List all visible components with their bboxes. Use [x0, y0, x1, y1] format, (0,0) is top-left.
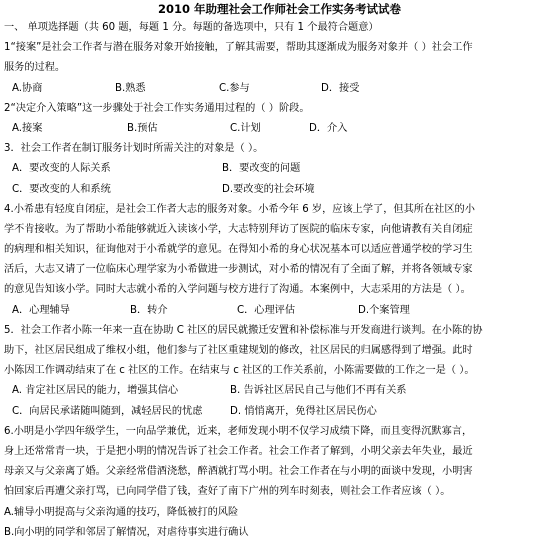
question-4-line: 4.小希患有轻度自闭症，是社会工作者大志的服务对象。小希今年 6 岁，应该上学了，但其所在社区的小 [4, 203, 475, 215]
option-c: C．向居民承诺随叫随到，减轻居民的忧虑 [12, 405, 203, 417]
question-2-line: 2“决定介入策略”这一步骤处于社会工作实务通用过程的（ ）阶段。 [4, 102, 310, 114]
question-4-line: 的意见告知该小学。同时大志就小希的入学问题与校方进行了沟通。本案例中，大志采用的方法是（ ）。 [4, 284, 471, 296]
option-b: B.熟悉 [115, 82, 146, 94]
option-d: D.要改变的社会环境 [222, 183, 315, 195]
question-4-line: 的病理和相关知识，征询他对于小希就学的意见。在得知小希的身心状况基本可以适应普通学校的学习生 [4, 244, 473, 256]
option-a: A．要改变的人际关系 [12, 163, 111, 175]
question-5-options-row-1 [4, 381, 555, 401]
question-3-line: 3．社会工作者在制订服务计划时所需关注的对象是（ ）。 [4, 143, 264, 155]
question-4-options [4, 301, 555, 321]
question-6-line: 怕回家后再遭父亲打骂，已向同学借了钱，查好了南下广州的列车时刻表，则社会工作者应该（ ）。 [4, 486, 451, 498]
question-6-line: 母亲又与父亲离了婚。父亲经常借酒浇愁，醉酒就打骂小明。社会工作者在与小明的面谈中发现，小明害 [4, 466, 473, 478]
option-a: A.协商 [12, 82, 43, 94]
option-c: C．心理评估 [237, 304, 296, 316]
option-b: B. 告诉社区居民自己与他们不再有关系 [230, 385, 407, 397]
option-c: C.参与 [219, 82, 250, 94]
section-heading: 一、 单项选择题（共 60 题，每题 1 分。每题的备选项中，只有 1 个最符合题意） [4, 22, 379, 33]
question-1-options [4, 79, 555, 99]
question-5-options-row-2 [4, 402, 555, 422]
question-1-line: 服务的过程。 [4, 62, 66, 74]
option-c: C.计划 [230, 122, 261, 134]
page-title: 2010 年助理社会工作师社会工作实务考试试卷 [157, 2, 401, 16]
question-3-options-row-1 [4, 159, 555, 179]
question-3-options-row-2 [4, 180, 555, 200]
option-b: B．转介 [130, 304, 168, 316]
question-5-line: 助下，社区居民组成了维权小组，他们参与了社区重建规划的修改，社区居民的归属感得到了增强。此时 [4, 345, 473, 356]
option-a: A．心理辅导 [12, 304, 70, 316]
option-a: A.辅导小明提高与父亲沟通的技巧，降低被打的风险 [4, 506, 239, 518]
question-5-line: 5．社会工作者小陈一年来一直在协助 C 社区的居民就搬迁安置和补偿标准与开发商进行谈判。在小陈的协 [4, 324, 483, 336]
option-a: A. 肯定社区居民的能力，增强其信心 [12, 385, 179, 397]
question-5-line: 小陈因工作调动结束了在 c 社区的工作。在结束与 c 社区的工作关系前，小陈需要做的工作之一是（ ）。 [4, 365, 475, 377]
option-d: D. 悄悄离开，免得社区居民伤心 [230, 405, 377, 417]
question-4-line: 活后，大志又请了一位临床心理学家为小希做进一步测试，对小希的情况有了全面了解，并将各领域专家 [4, 264, 473, 276]
question-6-line: 6.小明是小学四年级学生，一向品学兼优，近来，老师发现小明不仅学习成绩下降，而且变得沉默寡言， [4, 425, 473, 437]
question-1-line: 1“接案”是社会工作者与潜在服务对象开始接触，了解其需要，帮助其逐渐成为服务对象并（ ）社会工作 [4, 42, 473, 54]
question-6-line: 身上还常常青一块，于是把小明的情况告诉了社会工作者。社会工作者了解到，小明父亲去年失业，最近 [4, 445, 473, 457]
option-b: B.向小明的同学和邻居了解情况，对虐待事实进行确认 [4, 526, 249, 538]
option-b: B．要改变的问题 [222, 163, 301, 175]
option-a: A.接案 [12, 122, 43, 134]
question-2-options [4, 119, 555, 139]
question-4-line: 学不肯接收。为了帮助小希能够就近入读该小学，大志特别拜访了医院的临床专家，向他请教有关自闭症 [4, 223, 473, 235]
option-c: C．要改变的人和系统 [12, 183, 111, 195]
option-d: D.个案管理 [358, 304, 410, 316]
option-d: D．介入 [309, 122, 348, 134]
option-d: D．接受 [321, 82, 360, 94]
option-b: B.预估 [127, 122, 158, 134]
